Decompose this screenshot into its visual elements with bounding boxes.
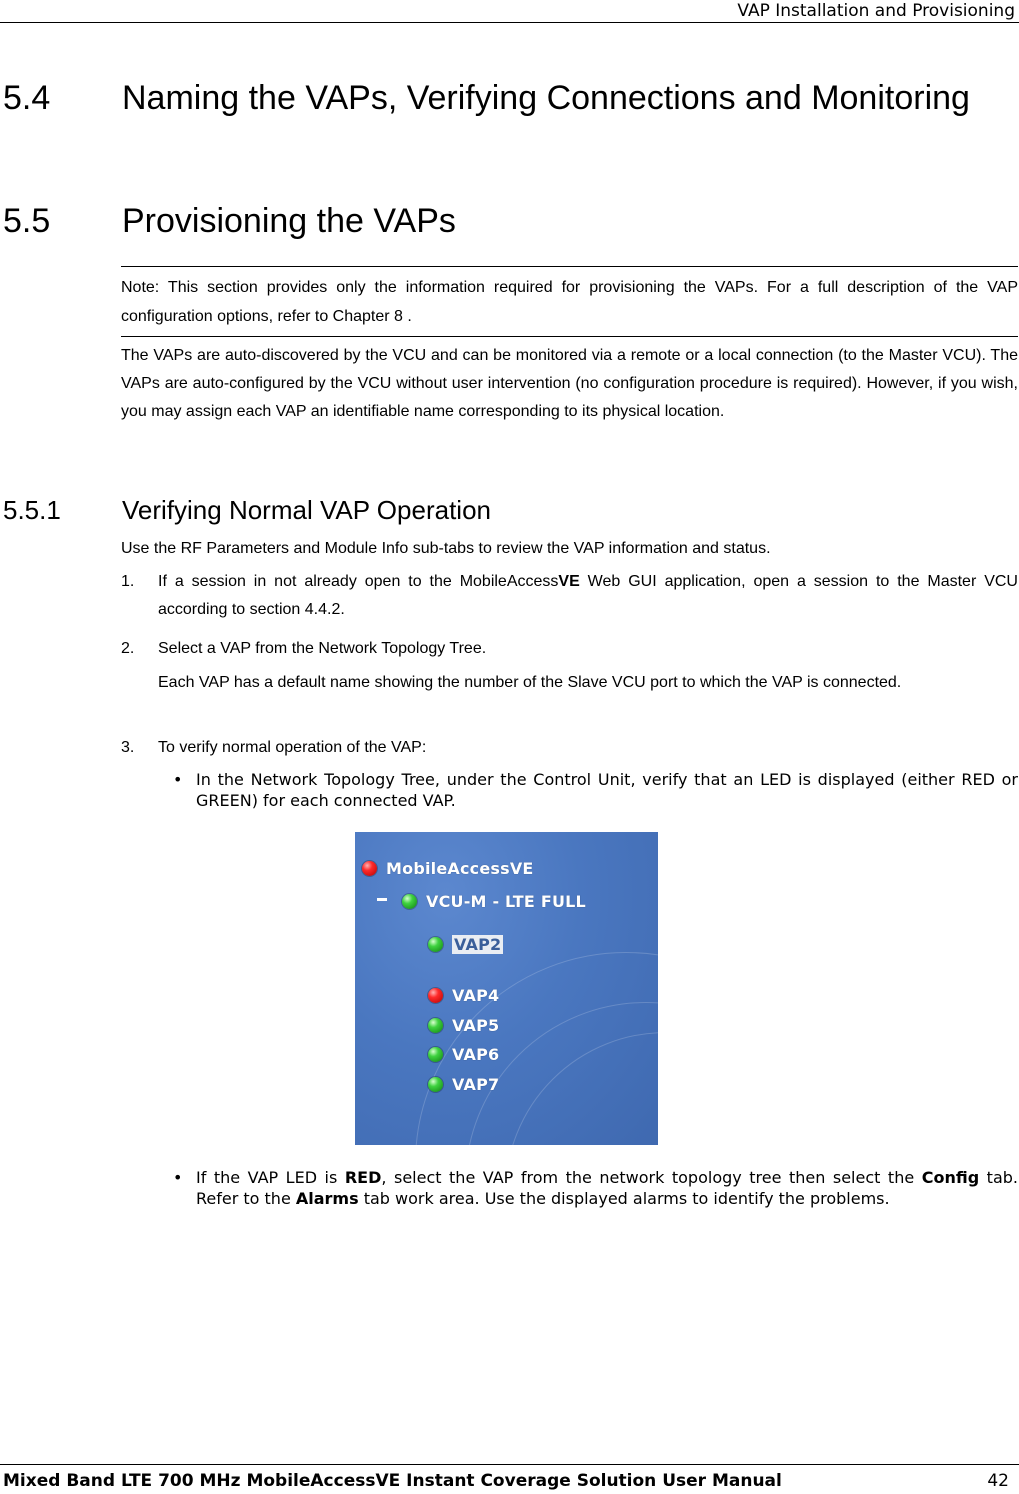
footer-title: Mixed Band LTE 700 MHz MobileAccessVE Instant Coverage Solution User Manual [3, 1471, 782, 1491]
led-red-icon [428, 988, 443, 1003]
led-red-icon [362, 861, 377, 876]
tree-node-vap7[interactable] [428, 1073, 499, 1095]
lead-paragraph: Use the RF Parameters and Module Info sub-tabs to review the VAP information and status. [121, 540, 771, 557]
tree-node-vap5-label: VAP5 [452, 1015, 500, 1035]
tree-node-vap2[interactable] [428, 933, 503, 955]
running-header: VAP Installation and Provisioning [737, 1, 1015, 21]
tree-node-root-label: MobileAccessVE [386, 858, 534, 878]
step-3-number: 3. [121, 739, 135, 756]
step-2-number: 2. [121, 640, 135, 657]
led-green-icon [428, 1047, 443, 1062]
led-green-icon [428, 1018, 443, 1033]
header-rule [0, 22, 1019, 23]
step-3-text: To verify normal operation of the VAP: [158, 739, 427, 756]
heading-5-5-title: Provisioning the VAPs [122, 202, 456, 240]
tree-node-vap4-label: VAP4 [452, 985, 500, 1005]
bullet-dot: • [173, 1168, 183, 1187]
heading-5-5-1-title: Verifying Normal VAP Operation [122, 495, 491, 525]
intro-paragraph: The VAPs are auto-discovered by the VCU and can be monitored via a remote or a local connection (to the Master VCU). The VAPs are auto-configured by the VCU without user intervention (no configuration procedure is required). However, if you wish, you may assign each VAP an identifiable name corresponding to its physical location. [121, 347, 1018, 420]
tree-node-root[interactable] [362, 857, 534, 879]
tree-node-control-unit[interactable] [402, 890, 586, 912]
step-2-subtext: Each VAP has a default name showing the number of the Slave VCU port to which the VAP is connected. [158, 674, 902, 691]
tree-node-vap6[interactable] [428, 1043, 499, 1065]
bullet-2-text: If the VAP LED is RED, select the VAP from the network topology tree then select the Config tab. Refer to the Alarms tab work area. Use the displayed alarms to identify the problems. [196, 1168, 1018, 1208]
tree-node-vap5[interactable] [428, 1014, 499, 1036]
heading-5-5-1-number: 5.5.1 [3, 495, 61, 525]
led-green-icon [402, 894, 417, 909]
heading-5-5-number: 5.5 [3, 202, 51, 240]
footer-rule [0, 1464, 1019, 1465]
heading-5-4-title: Naming the VAPs, Verifying Connections and Monitoring [122, 79, 970, 117]
bullet-dot: • [173, 770, 183, 789]
bullet-1-text: In the Network Topology Tree, under the Control Unit, verify that an LED is displayed (either RED or GREEN) for each connected VAP. [196, 770, 1018, 810]
led-green-icon [428, 1077, 443, 1092]
step-2-text: Select a VAP from the Network Topology Tree. [158, 640, 487, 657]
page-number: 42 [987, 1471, 1009, 1491]
tree-node-vap6-label: VAP6 [452, 1044, 500, 1064]
note-box: Note: This section provides only the information required for provisioning the VAPs. For a full description of the VAP configuration options, refer to Chapter 8 . [121, 266, 1018, 337]
step-1-number: 1. [121, 573, 135, 590]
step-1-text: If a session in not already open to the MobileAccessVE Web GUI application, open a session to the Master VCU according to section 4.4.2. [158, 573, 1018, 618]
heading-5-4-number: 5.4 [3, 79, 51, 117]
network-topology-tree-screenshot [355, 832, 658, 1145]
collapse-icon[interactable] [377, 898, 387, 901]
led-green-icon [428, 937, 443, 952]
tree-node-vap4[interactable] [428, 984, 499, 1006]
tree-node-vap2-label: VAP2 [454, 934, 502, 954]
tree-node-vap7-label: VAP7 [452, 1074, 500, 1094]
tree-node-control-unit-label: VCU-M - LTE FULL [426, 891, 586, 911]
